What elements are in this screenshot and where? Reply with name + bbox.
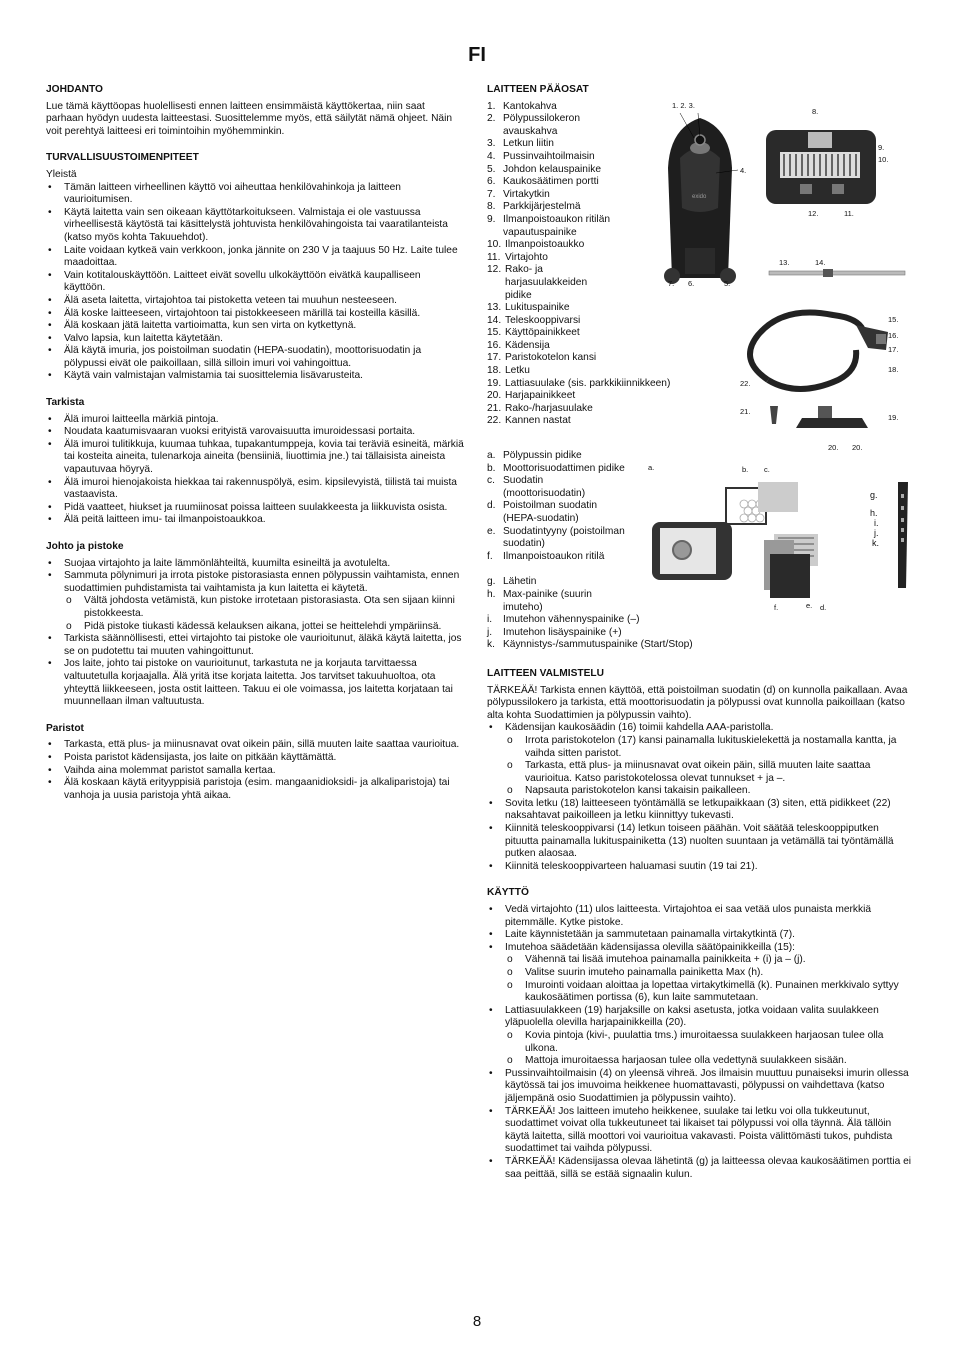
language-code: FI xyxy=(468,44,486,66)
nozzles-figure xyxy=(738,398,908,458)
list-item: • Älä imuroi hienojakoista hiekkaa tai rakennuspölyä, esim. kipsilevyistä, tiilistä tai muista vastaavista. xyxy=(46,477,464,502)
list-item: • Tarkasta, että plus- ja miinusnavat ovat oikein päin, sillä muuten laite saattaa vaurioitua. xyxy=(46,739,464,752)
part-item: g. Lähetin xyxy=(487,576,537,588)
prep-intro: TÄRKEÄÄ! Tarkista ennen käyttöä, että poistoilman suodatin (d) on kunnolla paikallaan. Avaa pölypussilokero ja tarkista, että moottorisuodatin ja pölypussi ovat kunnolla paikoillaan (katso alta kohta Suodattimien ja pölypussin vaihto). xyxy=(487,684,908,721)
list-item: • Älä koskaan käytä erityyppisiä paristoja (esim. mangaanidioksidi- ja alkaliparistoja) tai vanhoja ja uusia paristoja yhtä aikaa. xyxy=(46,777,464,802)
part-item: 18. Letku xyxy=(487,365,530,377)
list-item: • Sovita letku (18) laitteeseen työntämällä se letkupaikkaan (3) siten, että pidikkeet (22) naksahtavat paikoilleen ja letku kiinnittyy tukevasti. xyxy=(487,798,912,823)
list-item: • Älä koske laitteeseen, virtajohtoon tai pistokkeeseen märillä tai kosteilla käsillä. xyxy=(46,308,464,321)
part-item: 14. Teleskooppivarsi xyxy=(487,314,581,326)
part-item: 8. Parkkijärjestelmä xyxy=(487,201,581,213)
list-subitem: o Imurointi voidaan aloittaa ja lopettaa virtakytkimellä (k). Punainen merkkivalo syttyy kaukosäätimen portissa (6), kun laite sammutetaan. xyxy=(487,980,912,1005)
safety-title: TURVALLISUUSTOIMENPITEET xyxy=(46,152,199,164)
general-list xyxy=(46,182,464,384)
part-item: 15. Käyttöpainikkeet xyxy=(487,327,580,339)
part-item: 6. Kaukosäätimen portti xyxy=(487,176,599,188)
figure-label: 11. xyxy=(844,209,854,218)
list-item: • Kädensijan kaukosäädin (16) toimii kahdella AAA-paristolla. xyxy=(487,722,912,735)
part-item: 9. Ilmanpoistoaukon ritilän vapautuspainike xyxy=(487,213,611,238)
figure-label: 7. xyxy=(668,279,675,288)
figure-label: g. xyxy=(870,490,878,500)
parts-list xyxy=(487,100,671,428)
list-item: • Kiinnitä teleskooppivarsi (14) letkun toiseen päähän. Voit säätää teleskooppiputken pituutta painamalla lukituspainiketta (13) nuolten suuntaan ja vetämällä tai työntämällä putken alaosaa. xyxy=(487,823,912,861)
part-item: 20. Harjapainikkeet xyxy=(487,390,576,402)
figure-label: 21. xyxy=(740,407,751,416)
part-item: f. Ilmanpoistoaukon ritilä xyxy=(487,550,605,562)
cord-list xyxy=(46,558,464,709)
figure-label: b. xyxy=(742,465,749,474)
list-subitem: o Vähennä tai lisää imutehoa painamalla painikkeita + (i) ja – (j). xyxy=(487,954,912,967)
figure-label: 10. xyxy=(878,155,889,164)
list-item: • Valvo lapsia, kun laitetta käytetään. xyxy=(46,333,464,346)
list-item: • Noudata kaatumisvaaran vuoksi erityistä varovaisuutta imuroidessasi portaita. xyxy=(46,426,464,439)
figure-label: c. xyxy=(764,465,770,474)
part-item: i. Imutehon vähennyspainike (–) xyxy=(487,614,640,626)
list-subitem: o Valitse suurin imuteho painamalla painiketta Max (h). xyxy=(487,967,912,980)
list-item: • Tämän laitteen virheellinen käyttö voi aiheuttaa henkilövahinkoja ja laitteen vaurioitumisen. xyxy=(46,182,464,207)
part-item: 4. Pussinvaihtoilmaisin xyxy=(487,150,595,162)
check-list xyxy=(46,414,464,527)
parts-title: LAITTEEN PÄÄOSAT xyxy=(487,84,589,95)
figure-label: 12. xyxy=(808,209,819,218)
telescopic-tube-figure xyxy=(765,255,910,290)
figure-label: 16. xyxy=(888,331,899,340)
part-item: 1. Kantokahva xyxy=(487,100,557,112)
cord-label: Johto ja pistoke xyxy=(46,541,124,552)
filters-figure xyxy=(646,464,836,614)
part-item: 7. Virtakytkin xyxy=(487,188,550,200)
list-item: • Vain kotitalouskäyttöön. Laitteet eivät sovellu ulkokäyttöön eivätkä kaupalliseen käyttöön. xyxy=(46,270,464,295)
vacuum-front-figure xyxy=(650,98,750,288)
list-item: • Älä käytä imuria, jos poistoilman suodatin (HEPA-suodatin), moottorisuodatin ja pölypussi eivät ole paikoillaan, sillä silloin imuri voi vahingoittua. xyxy=(46,345,464,370)
battery-label: Paristot xyxy=(46,722,84,734)
general-label: Yleistä xyxy=(46,168,77,180)
figure-label: 20. xyxy=(852,443,863,452)
list-item: • Älä imuroi laitteella märkiä pintoja. xyxy=(46,414,464,427)
prep-title: LAITTEEN VALMISTELU xyxy=(487,667,604,679)
figure-label: 6. xyxy=(688,279,695,288)
figure-label: k. xyxy=(872,538,880,548)
list-subitem: o Tarkasta, että plus- ja miinusnavat ovat oikein päin, sillä muuten laite saattaa vaurioitua. Katso paristokotelossa olevat tunnukset + ja –. xyxy=(487,760,912,785)
part-item: 21. Rako-/harjasuulake xyxy=(487,402,593,414)
list-item: • TÄRKEÄÄ! Kädensijassa olevaa lähetintä (g) ja laitteessa olevaa kaukosäätimen porttia ei saa peittää, sillä se estää signaalin kulun. xyxy=(487,1156,912,1181)
list-item: • Pussinvaihtoilmaisin (4) on yleensä vihreä. Jos ilmaisin muuttuu punaiseksi imurin ollessa käytössä tai jos imuvoima heikkenee huomattavasti, pölypussi on vaihdettava (katso jäljempänä osio Suodattimien ja pölypussin vaihto). xyxy=(487,1068,912,1106)
list-item: • Kiinnitä teleskooppivarteen haluamasi suutin (19 tai 21). xyxy=(487,861,912,874)
list-item: • Käytä laitetta vain sen oikeaan käyttötarkoitukseen. Valmistaja ei ole vastuussa virheellisestä käytöstä tai käsittelystä johtuvista henkilövahingoista tai vaaratilanteista (katso myös kohta Takuuehdot). xyxy=(46,207,464,245)
check-label: Tarkista xyxy=(46,397,85,409)
part-item: 16. Kädensija xyxy=(487,339,550,351)
filter-parts-list xyxy=(487,450,645,563)
list-item: • Imutehoa säädetään kädensijassa olevilla säätöpainikkeilla (15): xyxy=(487,942,912,955)
figure-label: i. xyxy=(874,518,879,528)
figure-label: h. xyxy=(870,508,878,518)
list-item: • Vaihda aina molemmat paristot samalla kertaa. xyxy=(46,765,464,778)
list-item: • Lattiasuulakkeen (19) harjaksille on kaksi asetusta, jotka voidaan valita suulakkeen yläpuolella olevilla harjapainikkeilla (20). xyxy=(487,1005,912,1030)
list-item: • Älä peitä laitteen imu- tai ilmanpoistoaukkoa. xyxy=(46,514,464,527)
list-item: • Sammuta pölynimuri ja irrota pistoke pistorasiasta ennen pölypussin vaihtamista, ennen suodattimien puhdistamista tai vaihtamista ja kun laitetta ei käytetä. xyxy=(46,570,464,595)
part-item: c. Suodatin (moottorisuodatin) xyxy=(487,475,586,499)
part-item: 3. Letkun liitin xyxy=(487,138,554,150)
figure-label: 13. xyxy=(779,258,790,267)
figure-label: d. xyxy=(820,603,827,612)
part-item: 13. Lukituspainike xyxy=(487,302,570,314)
left-column xyxy=(46,84,464,816)
part-item: 5. Johdon kelauspainike xyxy=(487,163,601,175)
remote-handle-figure xyxy=(868,478,918,598)
vacuum-rear-figure xyxy=(760,104,910,219)
list-item: • TÄRKEÄÄ! Jos laitteen imuteho heikkenee, suulake tai letku voi olla tukkeutunut, suodattimet voivat olla tukkeutuneet tai likaiset tai pölypussi voi olla täynnä. Älä tällöin käytä laitetta, sillä moottori voi vaurioitua vakavasti. Poista välittömästi tukos, puhdista suodattimet tai vaihda pölypussi. xyxy=(487,1106,912,1156)
list-item: • Poista paristot kädensijasta, jos laite on pitkään käyttämättä. xyxy=(46,752,464,765)
list-item: • Vedä virtajohto (11) ulos laitteesta. Virtajohtoa ei saa vetää ulos punaista merkkiä pitemmälle. Kytke pistoke. xyxy=(487,904,912,929)
part-item: e. Suodatintyyny (poistoilman suodatin) xyxy=(487,525,625,550)
figure-label: f. xyxy=(774,603,779,612)
list-item: • Laite käynnistetään ja sammutetaan painamalla virtakytkintä (7). xyxy=(487,929,912,942)
part-item: d. Poistoilman suodatin (HEPA-suodatin) xyxy=(487,500,598,524)
part-item: 17. Paristokotelon kansi xyxy=(487,352,597,364)
list-subitem: o Pidä pistoke tiukasti kädessä kelauksen aikana, jottei se heittelehdi ympäriinsä. xyxy=(46,621,464,634)
part-item: b. Moottorisuodattimen pidike xyxy=(487,462,625,474)
list-item: • Älä imuroi tulitikkuja, kuumaa tuhkaa, tupakantumppeja, kovia tai teräviä esineitä, märkiä tai kosteita aineita, tulenarkoja aineita (bensiiniä, liuottimia jne.) tai tällaisista aineista vapautuvaa höyryä. xyxy=(46,439,464,477)
figure-label: e. xyxy=(806,601,813,610)
page-number: 8 xyxy=(472,1313,482,1330)
battery-list xyxy=(46,739,464,802)
brand-logo: exido xyxy=(692,194,707,200)
figure-label: 17. xyxy=(888,345,899,354)
intro-text: Lue tämä käyttöopas huolellisesti ennen laitteen ensimmäistä käyttökertaa, niin saat parhaan hyödyn uudesta laitteestasi. Suosittelemme myös, että säilytät nämä ohjeet. Näin voit perehtyä laitteesi eri toimintoihin myöhemminkin. xyxy=(46,100,453,137)
figure-label: 9. xyxy=(878,143,885,152)
figure-label: 8. xyxy=(812,107,819,116)
list-item: • Käytä vain valmistajan valmistamia tai suosittelemia lisävarusteita. xyxy=(46,370,464,383)
hose-figure xyxy=(738,290,908,400)
part-item: a. Pölypussin pidike xyxy=(487,450,582,462)
figure-label: 15. xyxy=(888,315,899,324)
list-subitem: o Mattoja imuroitaessa harjaosan tulee olla vedettynä suulakkeen sisään. xyxy=(487,1055,912,1068)
figure-label: 1. 2. 3. xyxy=(672,101,695,110)
part-item: 12. Rako- ja harjasuulakkeiden pidike xyxy=(487,264,588,301)
prep-list xyxy=(487,722,912,873)
list-item: • Pidä vaatteet, hiukset ja ruumiinosat poissa laitteen suulakkeesta ja liikkuvista osista. xyxy=(46,502,464,515)
part-item: 2. Pölypussilokeron avauskahva xyxy=(487,113,581,137)
figure-label: 18. xyxy=(888,365,899,374)
figure-label: 4. xyxy=(740,166,747,175)
part-item: h. Max-painike (suurin imuteho) xyxy=(487,588,592,613)
part-item: 22. Kannen nastat xyxy=(487,415,571,427)
list-subitem: o Irrota paristokotelon (17) kansi painamalla lukituskielekettä ja nostamalla kantta, ja vaihda sitten paristot. xyxy=(487,735,912,760)
list-item: • Älä koskaan jätä laitetta vartioimatta, kun sen virta on kytkettynä. xyxy=(46,320,464,333)
list-subitem: o Vältä johdosta vetämistä, kun pistoke irrotetaan pistorasiasta. Ota sen sijaan kiinni pistokkeesta. xyxy=(46,595,464,620)
part-item: k. Käynnistys-/sammutuspainike (Start/Stop) xyxy=(487,639,693,651)
list-subitem: o Napsauta paristokotelon kansi takaisin paikalleen. xyxy=(487,785,912,798)
list-item: • Suojaa virtajohto ja laite lämmönlähteiltä, kuumilta esineiltä ja avotulelta. xyxy=(46,558,464,571)
figure-label: a. xyxy=(648,464,655,472)
part-item: j. Imutehon lisäyspainike (+) xyxy=(487,626,622,638)
figure-label: j. xyxy=(874,528,879,538)
list-item: • Jos laite, johto tai pistoke on vaurioitunut, tarkastuta ne ja korjauta tarvittaessa valtuutetulla korjaajalla. Älä yritä itse korjata laitetta. Jos tarvitset takuuhuoltoa, ota yhteyttä liikkeeseen, josta ostit laitteen. Takuu ei ole voimassa, jos laitetta korjataan tai muunnellaan ilman valtuutusta. xyxy=(46,658,464,708)
use-list xyxy=(487,904,912,1181)
figure-label: 5. xyxy=(724,279,731,288)
list-item: • Tarkista säännöllisesti, ettei virtajohto tai pistoke ole vaurioitunut, äläkä käytä laitetta, jos se on pudotettu tai muuten vahingoittunut. xyxy=(46,633,464,658)
list-item: • Laite voidaan kytkeä vain verkkoon, jonka jännite on 230 V ja taajuus 50 Hz. Laite tulee maadoittaa. xyxy=(46,245,464,270)
part-item: 10. Ilmanpoistoaukko xyxy=(487,239,585,251)
part-item: 11. Virtajohto xyxy=(487,251,548,263)
figure-label: 19. xyxy=(888,413,899,422)
part-item: 19. Lattiasuulake (sis. parkkikiinnikkeen) xyxy=(487,377,671,389)
figure-label: 22. xyxy=(740,379,751,388)
list-subitem: o Kovia pintoja (kivi-, puulattia tms.) imuroitaessa suulakkeen harjaosan tulee olla ulkona. xyxy=(487,1030,912,1055)
figure-label: 20. xyxy=(828,443,839,452)
list-item: • Älä aseta laitetta, virtajohtoa tai pistoketta veteen tai muuhun nesteeseen. xyxy=(46,295,464,308)
intro-title: JOHDANTO xyxy=(46,84,103,95)
use-title: KÄYTTÖ xyxy=(487,887,529,899)
figure-label: 14. xyxy=(815,258,826,267)
